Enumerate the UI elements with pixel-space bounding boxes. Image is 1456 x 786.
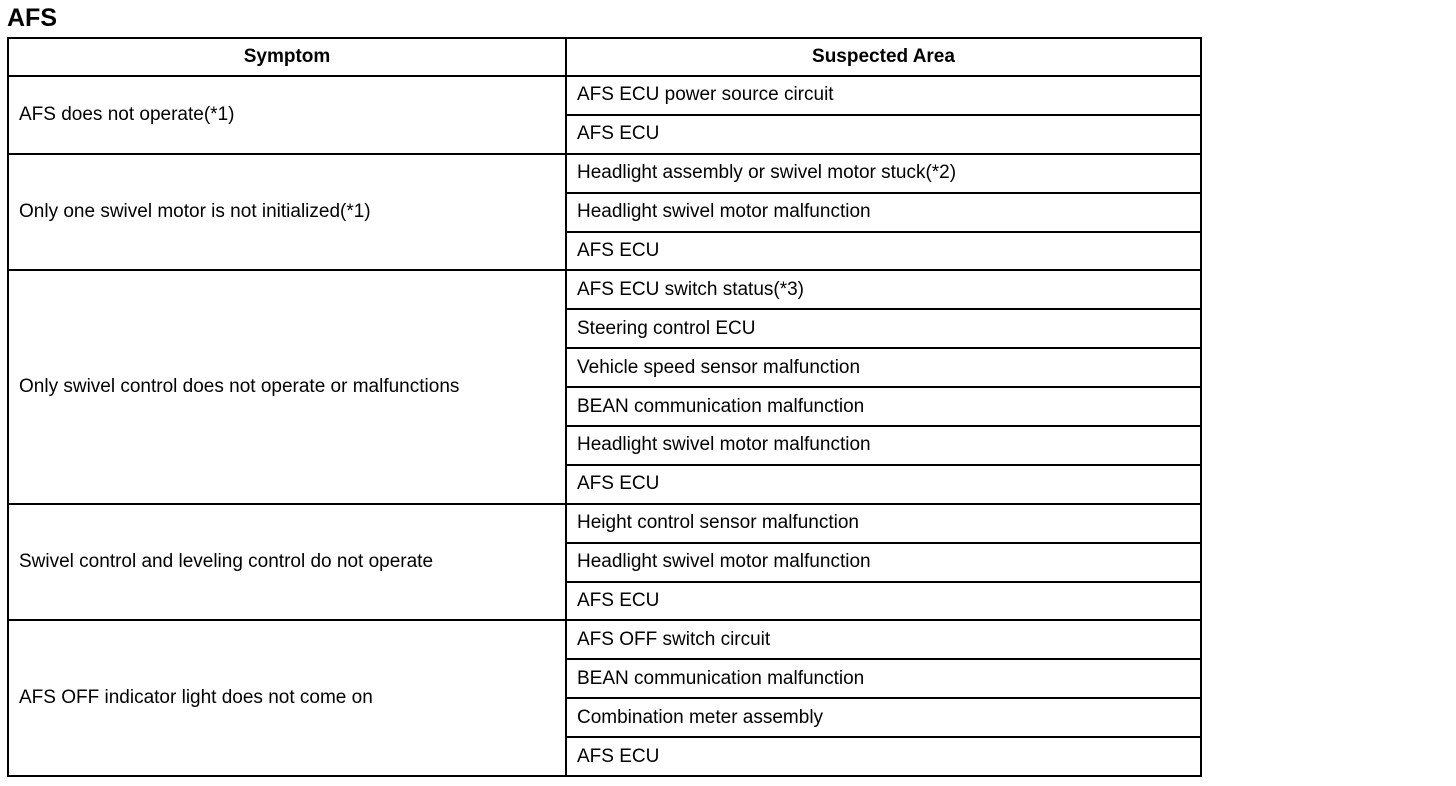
symptom-cell: AFS does not operate(*1) xyxy=(8,76,566,154)
symptom-table xyxy=(7,37,1202,777)
column-header-suspected-area: Suspected Area xyxy=(566,38,1201,76)
suspected-area-cell: AFS ECU xyxy=(566,232,1201,271)
table-row xyxy=(8,270,1201,309)
suspected-area-cell: AFS ECU power source circuit xyxy=(566,76,1201,115)
page-title: AFS xyxy=(7,4,57,32)
suspected-area-cell: BEAN communication malfunction xyxy=(566,387,1201,426)
symptom-cell: Swivel control and leveling control do not operate xyxy=(8,504,566,621)
table-row xyxy=(8,154,1201,193)
suspected-area-cell: Vehicle speed sensor malfunction xyxy=(566,348,1201,387)
table-row xyxy=(8,76,1201,115)
suspected-area-cell: Headlight assembly or swivel motor stuck(*2) xyxy=(566,154,1201,193)
suspected-area-cell: AFS OFF switch circuit xyxy=(566,620,1201,659)
table-row xyxy=(8,620,1201,659)
suspected-area-cell: Headlight swivel motor malfunction xyxy=(566,193,1201,232)
suspected-area-cell: AFS ECU xyxy=(566,465,1201,504)
suspected-area-cell: Headlight swivel motor malfunction xyxy=(566,543,1201,582)
symptom-cell: AFS OFF indicator light does not come on xyxy=(8,620,566,776)
table-row xyxy=(8,504,1201,543)
suspected-area-cell: BEAN communication malfunction xyxy=(566,659,1201,698)
suspected-area-cell: Height control sensor malfunction xyxy=(566,504,1201,543)
symptom-cell: Only one swivel motor is not initialized(*1) xyxy=(8,154,566,271)
suspected-area-cell: Combination meter assembly xyxy=(566,698,1201,737)
column-header-symptom: Symptom xyxy=(8,38,566,76)
suspected-area-cell: Steering control ECU xyxy=(566,309,1201,348)
symptom-cell: Only swivel control does not operate or malfunctions xyxy=(8,270,566,503)
suspected-area-cell: AFS ECU xyxy=(566,115,1201,154)
table-header-row xyxy=(8,38,1201,76)
suspected-area-cell: Headlight swivel motor malfunction xyxy=(566,426,1201,465)
suspected-area-cell: AFS ECU xyxy=(566,582,1201,621)
suspected-area-cell: AFS ECU switch status(*3) xyxy=(566,270,1201,309)
suspected-area-cell: AFS ECU xyxy=(566,737,1201,776)
